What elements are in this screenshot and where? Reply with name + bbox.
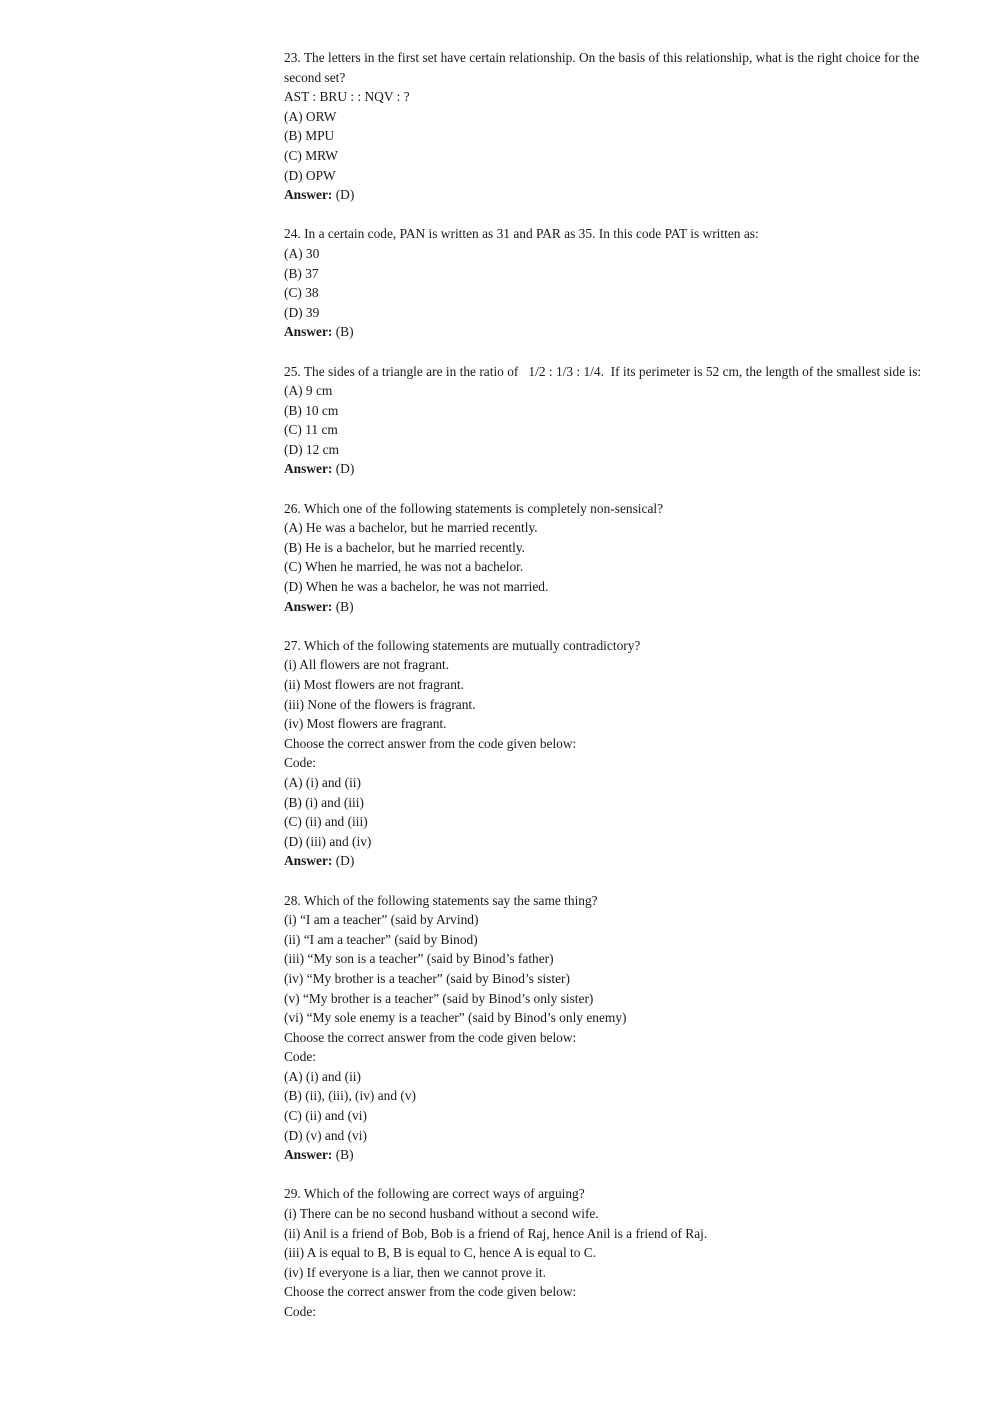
answer-option: (A) (i) and (ii) (284, 1068, 361, 1084)
answer-option: (D) (v) and (vi) (284, 1127, 367, 1143)
answer-option: (C) 38 (284, 285, 319, 301)
answer-line (284, 322, 924, 342)
answer-option: (A) 30 (284, 245, 320, 261)
answer-option: (C) (ii) and (vi) (284, 1108, 367, 1124)
answer-option: (C) MRW (284, 147, 338, 163)
answer-option: (A) (i) and (ii) (284, 774, 361, 790)
question-detail-line: (iii) A is equal to B, B is equal to C, hence A is equal to C. (284, 1245, 597, 1261)
answer-line (284, 597, 924, 617)
question-block (284, 224, 924, 342)
answer-label: Answer: (284, 853, 333, 869)
answer-label: Answer: (284, 187, 333, 203)
answer-option: (B) 10 cm (284, 402, 339, 418)
question-detail-line: Choose the correct answer from the code given below: (284, 735, 577, 751)
question-block (284, 1184, 924, 1321)
answer-option: (D) 39 (284, 304, 320, 320)
question-detail-line: (v) “My brother is a teacher” (said by Binod’s only sister) (284, 990, 594, 1006)
answer-option: (B) (i) and (iii) (284, 794, 364, 810)
answer-value: (D) (335, 187, 355, 203)
answer-option: (B) MPU (284, 128, 335, 144)
question-detail-line: AST : BRU : : NQV : ? (284, 89, 410, 105)
question-detail-line: Code: (284, 1049, 316, 1065)
question-detail-line: Choose the correct answer from the code given below: (284, 1284, 577, 1300)
question-detail-line: (i) All flowers are not fragrant. (284, 657, 450, 673)
question-stem: 23. The letters in the first set have certain relationship. On the basis of this relationship, what is the right choice for the second set? (284, 50, 923, 85)
answer-option: (D) OPW (284, 167, 336, 183)
question-detail-line: (i) “I am a teacher” (said by Arvind) (284, 912, 479, 928)
answer-option: (A) He was a bachelor, but he married recently. (284, 520, 538, 536)
question-detail-line: (ii) Most flowers are not fragrant. (284, 677, 464, 692)
answer-option: (C) 11 cm (284, 422, 338, 438)
question-detail-line: (iv) If everyone is a liar, then we cannot prove it. (284, 1264, 546, 1280)
question-stem: 27. Which of the following statements are mutually contradictory? (284, 637, 641, 653)
answer-label: Answer: (284, 461, 333, 477)
question-block (284, 636, 924, 871)
answer-option: (B) He is a bachelor, but he married recently. (284, 539, 526, 555)
question-stem: 25. The sides of a triangle are in the ratio of 1/2 : 1/3 : 1/4. If its perimeter is 52 cm, the length of the smallest side is: (284, 363, 922, 379)
answer-line (284, 851, 924, 871)
question-detail-line: Choose the correct answer from the code given below: (284, 1029, 577, 1045)
question-detail-line: (iv) Most flowers are fragrant. (284, 716, 447, 732)
answer-option: (A) ORW (284, 108, 337, 124)
answer-option: (C) (ii) and (iii) (284, 814, 368, 830)
question-stem: 29. Which of the following are correct ways of arguing? (284, 1186, 585, 1202)
question-block (284, 891, 924, 1165)
document-page (284, 48, 924, 1341)
answer-option: (C) When he married, he was not a bachelor. (284, 559, 524, 575)
answer-option: (D) 12 cm (284, 441, 340, 457)
question-block (284, 499, 924, 617)
question-detail-line: (i) There can be no second husband without a second wife. (284, 1206, 599, 1222)
answer-label: Answer: (284, 598, 333, 614)
question-detail-line: (ii) Anil is a friend of Bob, Bob is a friend of Raj, hence Anil is a friend of Raj. (284, 1225, 708, 1241)
answer-label: Answer: (284, 324, 333, 340)
question-detail-line: (vi) “My sole enemy is a teacher” (said by Binod’s only enemy) (284, 1010, 627, 1026)
question-detail-line: (iii) “My son is a teacher” (said by Binod’s father) (284, 951, 554, 967)
answer-option: (A) 9 cm (284, 383, 333, 399)
answer-line (284, 459, 924, 479)
answer-label: Answer: (284, 1147, 333, 1163)
answer-option: (D) When he was a bachelor, he was not married. (284, 579, 549, 595)
answer-value: (D) (335, 461, 355, 477)
question-detail-line: Code: (284, 755, 316, 771)
question-detail-line: (iii) None of the flowers is fragrant. (284, 696, 476, 712)
question-stem: 28. Which of the following statements say the same thing? (284, 892, 598, 908)
question-block (284, 362, 924, 480)
answer-value: (B) (335, 598, 354, 614)
question-block (284, 48, 924, 205)
question-stem: 24. In a certain code, PAN is written as 31 and PAR as 35. In this code PAT is written as: (284, 226, 759, 242)
question-detail-line: Code: (284, 1304, 316, 1319)
question-stem: 26. Which one of the following statements is completely non-sensical? (284, 500, 664, 516)
question-detail-line: (ii) “I am a teacher” (said by Binod) (284, 931, 478, 947)
answer-line (284, 1145, 924, 1165)
answer-option: (B) 37 (284, 265, 319, 281)
answer-value: (D) (335, 853, 355, 869)
answer-line (284, 185, 924, 205)
answer-value: (B) (335, 324, 354, 340)
answer-value: (B) (335, 1147, 354, 1163)
answer-option: (D) (iii) and (iv) (284, 833, 372, 849)
question-detail-line: (iv) “My brother is a teacher” (said by Binod’s sister) (284, 970, 570, 986)
answer-option: (B) (ii), (iii), (iv) and (v) (284, 1088, 417, 1104)
